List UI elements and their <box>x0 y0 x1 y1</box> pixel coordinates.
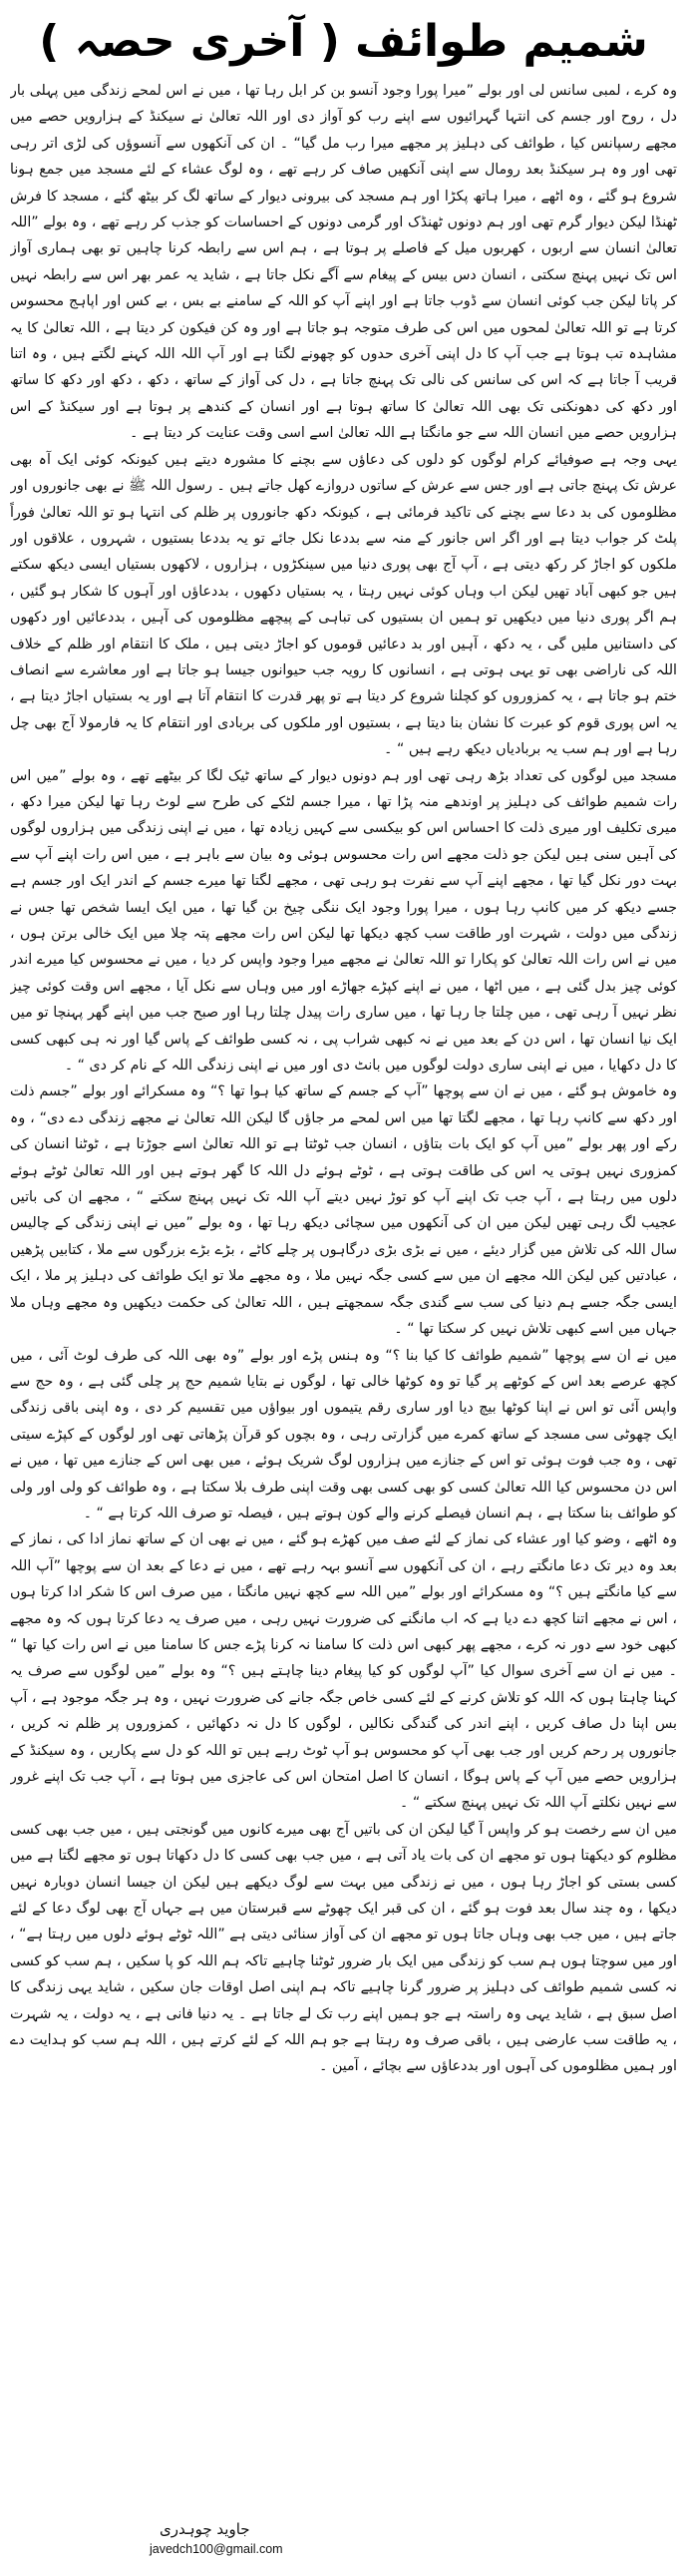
paragraph: یہی وجہ ہے صوفیائے کرام لوگوں کو دلوں کی دعاؤں سے بچنے کا مشورہ دیتے ہیں کیونکہ کوئی ایک آہ بھی عرش تک پہنچ جاتی ہے اور جس سے عرش کے ساتوں دروازے کھل جاتے ہیں ۔ رسول اللہ ﷺ نے بھی جانوروں اور مظلوموں کی بد دعا سے بچنے کی تاکید فرمائی ہے ، کیونکہ دکھ جانوروں پر ظلم کی انتہا ہو تو اللہ تعالیٰ فوراً پلٹ کر جواب دیتا ہے اور اگر اس جانور کے منہ سے بددعا نکل جائے تو یہ بددعا بستیوں ، شہروں ، علاقوں اور ملکوں کو اجاڑ کر رکھ دیتی ہے ، آپ آج بھی پوری دنیا میں سینکڑوں ، ہزاروں ، لاکھوں بستیاں ایسی دیکھ سکتے ہیں جو کبھی آباد تھیں لیکن اب وہاں کوئی نہیں رہتا ، یہ بستیاں دکھوں ، بددعاؤں اور آہوں کا شکار ہو گئیں ، ہم اگر پوری دنیا میں دیکھیں تو ہمیں ان بستیوں کی تباہی کے پیچھے مظلوموں کی آہیں ، بددعائیں اور دکھوں کی داستانیں ملیں گی ، یہ دکھ ، آہیں اور بد دعائیں قوموں کو اجاڑ دیتی ہیں ، ملک کا انتقام اور ظلم کے خلاف اللہ کی ناراضی بھی تو یہی ہوتی ہے ، انسانوں کا رویہ جب حیوانوں جیسا ہو جاتا ہے اور معاشرے سے انصاف ختم ہو جاتا ہے ، یہ کمزوروں کو کچلنا شروع کر دیتا ہے تو پھر قدرت کا انتقام آتا ہے اور یہ بستیاں اجاڑ دیتا ہے ، یہ اس پوری قوم کو عبرت کا نشان بنا دیتا ہے ، بستیوں اور ملکوں کی بربادی اور انتقام کا یہ فارمولا آج بھی چل رہا ہے اور ہم سب یہ بربادیاں دیکھ رہے ہیں “ ۔ <box>10 451 677 758</box>
column-title: شمیم طوائف ( آخری حصہ ) <box>39 16 648 67</box>
title-block <box>10 6 677 78</box>
paragraph: وہ خاموش ہو گئے ، میں نے ان سے پوچھا ”آپ کے جسم کے ساتھ کیا ہوا تھا ؟“ وہ مسکرائے اور بولے ”جسم ذلت اور دکھ سے کانپ رہا تھا ، مجھے لگتا تھا میں اس لمحے مر جاؤں گا لیکن اللہ تعالیٰ نے مجھے زندگی دے دی“ ، وہ رکے اور پھر بولے ”میں آپ کو ایک بات بتاؤں ، انسان جب ٹوٹتا ہے تو اللہ تعالیٰ اسے جوڑتا ہے ، ٹوٹنا انسان کی کمزوری نہیں ہوتی یہ اس کی طاقت ہوتی ہے ، ٹوٹے ہوئے دل اللہ کا گھر ہوتے ہیں اور اللہ تعالیٰ ٹوٹے ہوئے دلوں میں رہتا ہے ، آپ جب تک اپنے آپ کو توڑ نہیں دیتے آپ اللہ تک نہیں پہنچ سکتے “ ، مجھے ان کی باتیں عجیب لگ رہی تھیں لیکن میں ان کی آنکھوں میں سچائی دیکھ رہا تھا ، وہ بولے ”میں نے اپنی زندگی کے چالیس سال اللہ کی تلاش میں گزار دیئے ، میں نے بڑی بڑی درگاہوں پر چلے کاٹے ، بڑے بڑے بزرگوں سے ملا ، کتابیں پڑھیں ، عبادتیں کیں لیکن اللہ مجھے ان میں سے کسی جگہ نہیں ملا ، وہ مجھے ملا تو ایک طوائف کی دہلیز پر ملا ، ایک ایسی جگہ جسے ہم دنیا کی سب سے گندی جگہ سمجھتے ہیں ، اللہ تعالیٰ کی حکمت دیکھیں وہ مجھے وہاں ملا جہاں میں اسے کبھی تلاش نہیں کر سکتا تھا “ ۔ <box>10 1083 677 1338</box>
paragraph: میں نے ان سے پوچھا ”شمیم طوائف کا کیا بنا ؟“ وہ ہنس پڑے اور بولے ”وہ بھی اللہ کی طرف لوٹ آئی ، میں کچھ عرصے بعد اس کے کوٹھے پر گیا تو وہ کوٹھا خالی تھا ، لوگوں نے بتایا شمیم حج پر چلی گئی ہے ، وہ حج سے واپس آئی تو اس نے اپنا کوٹھا بیچ دیا اور ساری رقم یتیموں اور بیواؤں میں تقسیم کر دی ، وہ اپنی باقی زندگی ایک چھوٹی سی مسجد کے ساتھ کمرے میں گزارتی رہی ، وہ بچوں کو قرآن پڑھاتی تھی اور لوگوں کے کپڑے سیتی تھی ، وہ جب فوت ہوئی تو اس کے جنازے میں ہزاروں لوگ شریک ہوئے ، میں بھی اس کے جنازے میں تھا ، میں نے اس دن محسوس کیا اللہ تعالیٰ کسی کو بھی کسی بھی وقت اپنی طرف بلا سکتا ہے ، وہ طوائف کو ولی اور ولی کو طوائف بنا سکتا ہے ، ہم انسان فیصلے کرنے والے کون ہوتے ہیں ، فیصلہ تو صرف اللہ کرتا ہے “ ۔ <box>10 1347 677 1521</box>
author-name: جاوید چوہدری <box>160 2520 250 2538</box>
paragraph: وہ اٹھے ، وضو کیا اور عشاء کی نماز کے لئے صف میں کھڑے ہو گئے ، میں نے بھی ان کے ساتھ نماز ادا کی ، نماز کے بعد وہ دیر تک دعا مانگتے رہے ، ان کی آنکھوں سے آنسو بہہ رہے تھے ، میں نے دعا کے بعد ان سے پوچھا ”آپ اللہ سے کیا مانگتے ہیں ؟“ وہ مسکرائے اور بولے ”میں اللہ سے کچھ نہیں مانگتا ، میں صرف اس کا شکر ادا کرتا ہوں ، اس نے مجھے اتنا کچھ دے دیا ہے کہ اب مانگنے کی ضرورت نہیں رہی ، میں صرف یہ دعا کرتا ہوں کہ وہ مجھے کبھی خود سے دور نہ کرے ، مجھے پھر کبھی اس ذلت کا سامنا نہ کرنا پڑے جس کا سامنا میں نے اس رات کیا تھا “ ۔ میں نے ان سے آخری سوال کیا ”آپ لوگوں کو کیا پیغام دینا چاہتے ہیں ؟“ وہ بولے ”میں لوگوں سے صرف یہ کہنا چاہتا ہوں کہ اللہ کو تلاش کرنے کے لئے کسی خاص جگہ جانے کی ضرورت نہیں ، وہ ہر جگہ موجود ہے ، آپ بس اپنا دل صاف کریں ، اپنے اندر کی گندگی نکالیں ، لوگوں کا دل نہ دکھائیں ، کمزوروں پر ظلم نہ کریں ، جانوروں پر رحم کریں اور جب بھی آپ کو محسوس ہو آپ ٹوٹ رہے ہیں تو اللہ کو دل سے پکاریں ، وہ سیکنڈ کے ہزارویں حصے میں آپ کے پاس ہوگا ، انسان کا اصل امتحان اس کی عاجزی میں ہوتا ہے ، آپ جب تک اپنے غرور سے نہیں نکلتے آپ اللہ تک نہیں پہنچ سکتے “ ۔ <box>10 1531 677 1812</box>
article-body <box>10 78 677 2512</box>
paragraph: مسجد میں لوگوں کی تعداد بڑھ رہی تھی اور ہم دونوں دیوار کے ساتھ ٹیک لگا کر بیٹھے تھے ، وہ بولے ”میں اس رات شمیم طوائف کی دہلیز پر اوندھے منہ پڑا تھا ، میرا جسم لٹکے کی طرح سے لوٹ رہا تھا لیکن میرا دکھ ، میری تکلیف اور میری ذلت کا احساس اس کو بیکسی سے کہیں زیادہ تھا ، میں نے اپنی زندگی میں ہزاروں لوگوں کی آہیں سنی ہیں لیکن جو ذلت مجھے اس رات محسوس ہوئی وہ بیان سے باہر ہے ، میں اس رات اپنے آپ سے بہت دور نکل گیا تھا ، مجھے اپنے آپ سے نفرت ہو رہی تھی ، مجھے لگتا تھا میرے جسم کے اندر ایک اور جسم ہے جسے دیکھ کر میں کانپ رہا ہوں ، میرا پورا وجود ایک ننگی چیخ بن گیا تھا ، میں ایک ایسا شخص تھا جس نے زندگی میں دولت ، شہرت اور طاقت سب کچھ دیکھا تھا لیکن اس رات مجھے پتہ چلا میں ایک خالی برتن ہوں ، میں نے اس رات اللہ تعالیٰ کو پکارا تو اللہ تعالیٰ نے مجھے میرا وجود واپس کر دیا ، میں نے محسوس کیا میرے اندر کوئی چیز بدل گئی ہے ، میں اٹھا ، میں نے اپنے کپڑے جھاڑے اور میں وہاں سے نکل آیا ، مجھے اس وقت کوئی چیز نظر نہیں آ رہی تھی ، میں چلتا جا رہا تھا ، میں ساری رات پیدل چلتا رہا اور صبح جب میں اپنے گھر پہنچا تو میں ایک نیا انسان تھا ، اس دن کے بعد میں نے نہ کبھی شراب پی ، نہ کسی طوائف کے پاس گیا اور نہ ہی کبھی کسی کا دل دکھایا ، میں نے اپنی ساری دولت لوگوں میں بانٹ دی اور میں نے اپنی زندگی اللہ کے نام کر دی “ ۔ <box>10 767 677 1074</box>
paragraph: وہ کرے ، لمبی سانس لی اور بولے ”میرا پورا وجود آنسو بن کر ابل رہا تھا ، میں نے اس لمحے زندگی میں پہلی بار دل ، روح اور جسم کی انتہا گہرائیوں سے اپنے رب کو آواز دی اور اللہ تعالیٰ نے سیکنڈ کے ہزارویں حصے میں مجھے رسپانس کیا ، طوائف کی دہلیز پر مجھے میرا رب مل گیا“ ۔ ان کی آنکھوں سے آنسوؤں کی لڑی اتر رہی تھی اور وہ ہر سیکنڈ بعد رومال سے اپنی آنکھیں صاف کر رہے تھے ، وہ لوگ عشاء کے لئے مسجد میں جمع ہونا شروع ہو گئے ، وہ اٹھے ، میرا ہاتھ پکڑا اور ہم مسجد کی بیرونی دیوار کے ساتھ لگ کر بیٹھ گئے ، مسجد کا فرش ٹھنڈا لیکن دیوار گرم تھی اور ہم دونوں ٹھنڈک اور گرمی دونوں کے احساسات کو جذب کر رہے تھے ، وہ بولے ”اللہ تعالیٰ انسان سے اربوں ، کھربوں میل کے فاصلے پر ہوتا ہے ، ہم اس سے رابطہ کرنا چاہیں تو بھی ہماری آواز اس تک نہیں پہنچ سکتی ، انسان دس بیس کے پیغام سے آگے نکل جاتا ہے ، شاید یہ عمر بھر اس سے رابطہ نہیں کر پاتا لیکن جب کوئی انسان سے ڈوب جاتا ہے اور اپنے آپ کو اللہ کے سامنے بے بس ، بے کس اور اپاہج محسوس کرتا ہے تو اللہ تعالیٰ لمحوں میں اس کی طرف متوجہ ہو جاتا ہے اور وہ کن فیکون کر دیتا ہے ، اللہ تعالیٰ کا یہ مشاہدہ تب ہوتا ہے جب آپ کا دل اپنی آخری حدوں کو چھونے لگتا ہے اور آپ اللہ اللہ کہنے لگتے ہیں ، وہ اتنا قریب آ جاتا ہے کہ اس کی سانس کی نالی تک پہنچ جاتا ہے ، دل کی آواز کے ساتھ ، دکھ ، دکھ اور دکھ کا ساتھ اور دکھ کی دھونکنی تک بھی اللہ تعالیٰ کا ساتھ ہوتا ہے اور انسان کے کندھے پر ہوتا ہے اور سیکنڈ کے اس ہزارویں حصے میں انسان اللہ سے جو مانگتا ہے اللہ تعالیٰ اسے اسی وقت عنایت کر دیتا ہے ۔ <box>10 83 677 442</box>
paragraph: میں ان سے رخصت ہو کر واپس آ گیا لیکن ان کی باتیں آج بھی میرے کانوں میں گونجتی ہیں ، میں جب بھی کسی مظلوم کو دیکھتا ہوں تو مجھے ان کی بات یاد آتی ہے ، میں جب بھی کسی کا دل دکھاتا ہوں تو مجھے لگتا ہے میں کسی بستی کو اجاڑ رہا ہوں ، میں نے زندگی میں بہت سے لوگ دیکھے ہیں لیکن ان جیسا انسان دوبارہ نہیں دیکھا ، وہ چند سال بعد فوت ہو گئے ، ان کی قبر ایک چھوٹے سے قبرستان میں ہے جہاں آج بھی لوگ دعا کے لئے جاتے ہیں ، میں جب بھی وہاں جاتا ہوں تو مجھے ان کی آواز سنائی دیتی ہے ”اللہ ٹوٹے ہوئے دلوں میں رہتا ہے“ ، اور میں سوچتا ہوں ہم سب کو زندگی میں ایک بار ضرور ٹوٹنا چاہیے تاکہ ہم اللہ کو پا سکیں ، ہم سب کو کسی نہ کسی شمیم طوائف کی دہلیز پر ضرور گرنا چاہیے تاکہ ہم اپنی اصل اوقات جان سکیں ، شاید یہی زندگی کا اصل سبق ہے ، شاید یہی وہ راستہ ہے جو ہمیں اپنے رب تک لے جاتا ہے ۔ یہ دنیا فانی ہے ، یہ دولت ، یہ شہرت ، یہ طاقت سب عارضی ہیں ، باقی صرف وہ رہتا ہے جو ہم اللہ کے لئے کرتے ہیں ، اللہ ہم سب کو ہدایت دے اور ہمیں مظلوموں کی آہوں اور بددعاؤں سے بچائے ، آمین ۔ <box>10 1821 677 2075</box>
author-email: javedch100@gmail.com <box>150 2542 283 2556</box>
